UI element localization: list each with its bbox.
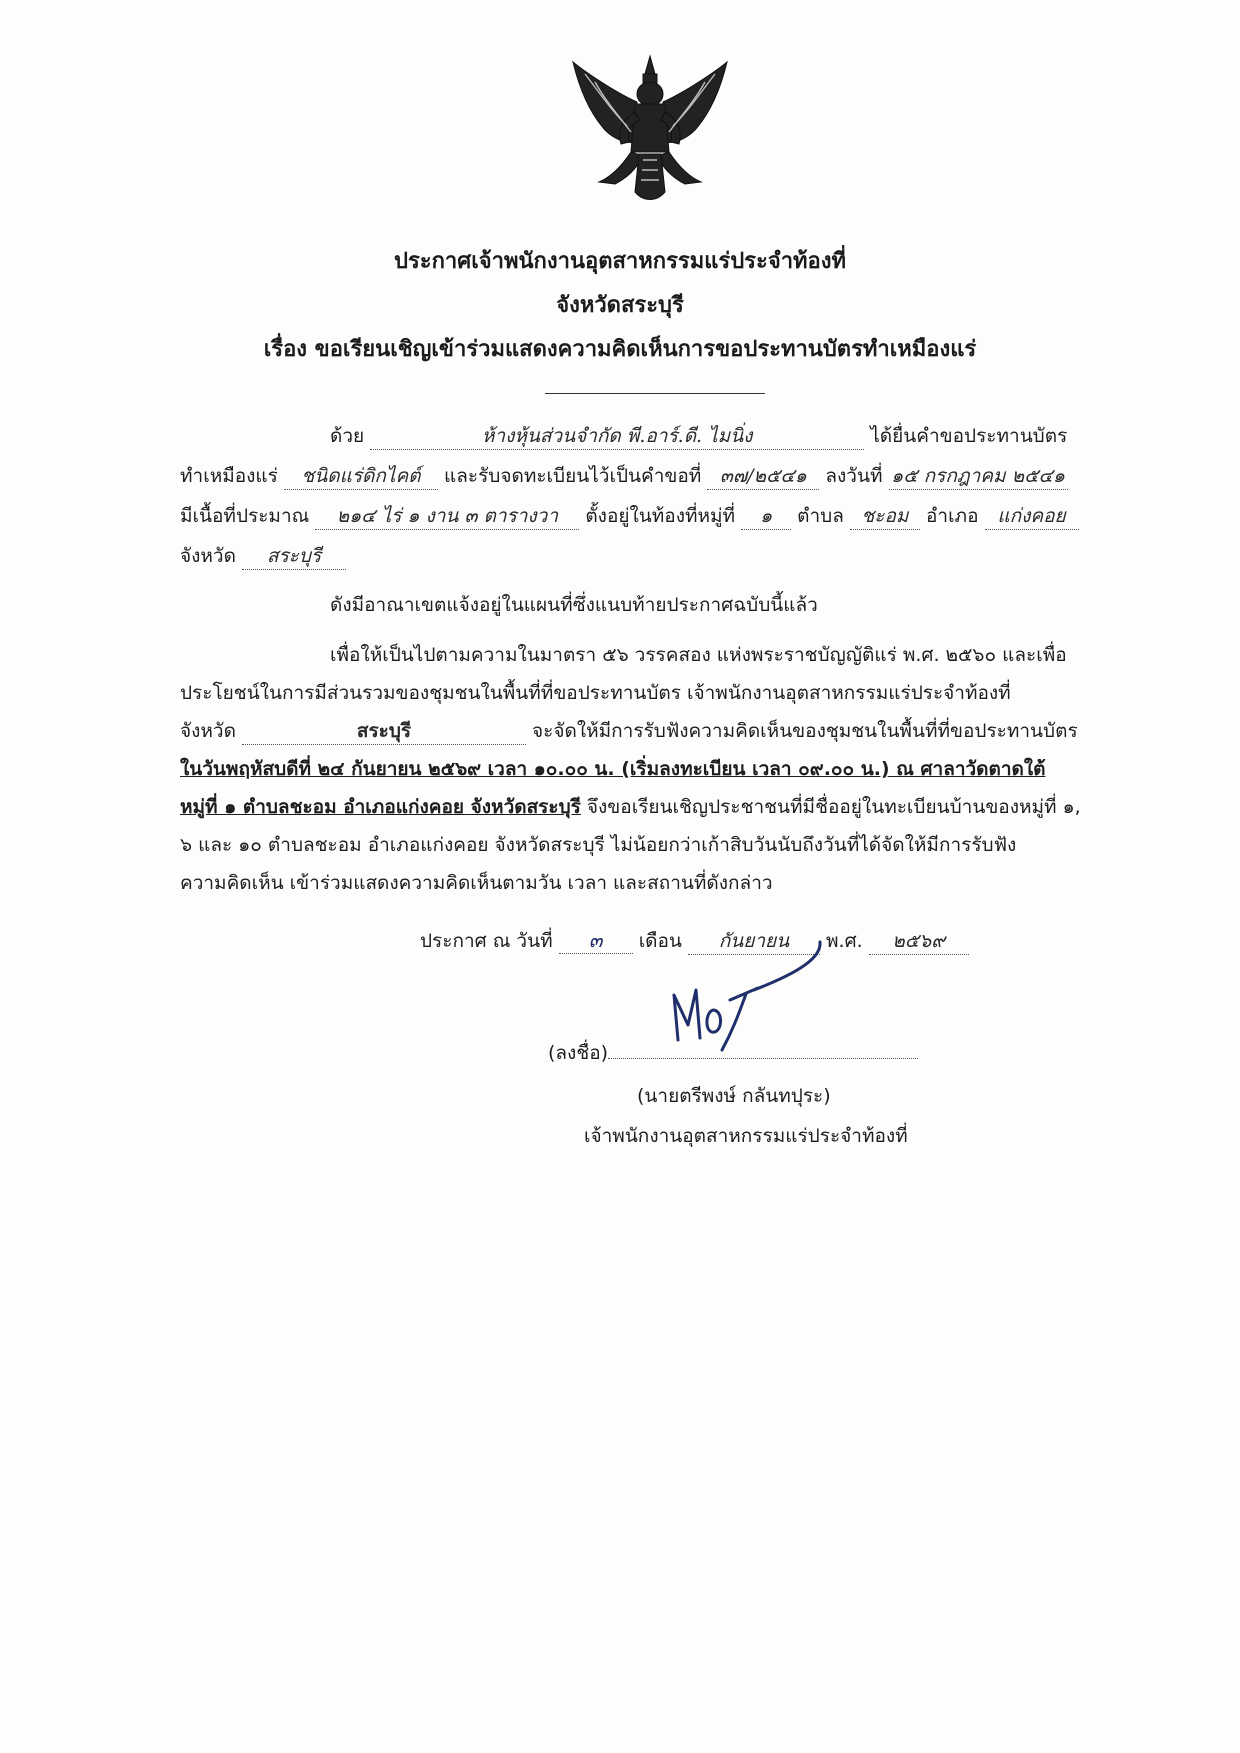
text-label: จังหวัด [180,545,236,567]
text-label: ประกาศ ณ วันที่ [420,930,553,952]
date-day: ๓ [559,927,633,954]
date-month: กันยายน [688,928,820,955]
text-label: ทำเหมืองแร่ [180,465,278,487]
fill-request-number: ๓๗/๒๕๔๑ [707,463,819,490]
text-label: ด้วย [330,425,365,447]
para2: ดังมีอาณาเขตแจ้งอยู่ในแผนที่ซึ่งแนบท้ายประกาศฉบับนี้แล้ว [330,594,818,616]
header-title: ประกาศเจ้าพนักงานอุตสาหกรรมแร่ประจำท้องที่ [393,249,847,274]
fill-district: แก่งคอย [985,503,1079,530]
text-label: ตั้งอยู่ในท้องที่หมู่ที่ [585,505,736,527]
para1-line2 [180,463,1068,490]
para3-line7: ความคิดเห็น เข้าร่วมแสดงความคิดเห็นตามวัน เวลา และสถานที่ดังกล่าว [180,872,773,894]
fill-village-number: ๑ [741,503,791,530]
para3-line6: ๖ และ ๑๐ ตำบลชะอม อำเภอแก่งคอย จังหวัดสระบุรี ไม่น้อยกว่าเก้าสิบวันนับถึงวันที่ได้จัดให้มีการรับฟัง [180,834,1017,856]
fill-applicant: ห้างหุ้นส่วนจำกัด พี.อาร์.ดี. ไมนิ่ง [370,423,864,450]
date-year: ๒๕๖๙ [869,928,969,955]
text-label: ตำบล [797,505,844,527]
para3-line2: ประโยชน์ในการมีส่วนรวมของชุมชนในพื้นที่ที่ขอประทานบัตร เจ้าพนักงานอุตสาหกรรมแร่ประจำท้องที่ [180,682,1011,704]
garuda-emblem-icon [565,52,735,206]
hearing-location: หมู่ที่ ๑ ตำบลชะอม อำเภอแก่งคอย จังหวัดสระบุรี [180,796,581,818]
para1-line1 [330,423,1067,450]
para1-line4 [180,543,346,570]
text-label: ได้ยื่นคำขอประทานบัตร [870,425,1068,447]
text-label: จังหวัด [180,720,236,742]
signer-name: (นายตรีพงษ์ กลันทปุระ) [637,1085,831,1107]
text-label: มีเนื้อที่ประมาณ [180,505,310,527]
text-label: อำเภอ [925,505,979,527]
signer-position: เจ้าพนักงานอุตสาหกรรมแร่ประจำท้องที่ [584,1125,908,1147]
fill-province-hearing: สระบุรี [242,718,526,745]
fill-province: สระบุรี [242,543,346,570]
text-label: ลงวันที่ [825,465,883,487]
signature-dotted-line [608,1058,918,1059]
para3-line3 [180,718,1078,745]
para3-hearing-datetime: ในวันพฤหัสบดีที่ ๒๔ กันยายน ๒๕๖๙ เวลา ๑๐.๐๐ น. (เริ่มลงทะเบียน เวลา ๐๙.๐๐ น.) ณ ศาลาวัดตาดใต้ [180,758,1046,780]
header-subject: เรื่อง ขอเรียนเชิญเข้าร่วมแสดงความคิดเห็นการขอประทานบัตรทำเหมืองแร่ [263,337,977,362]
para3-line5 [180,794,1081,820]
signature-label: (ลงชื่อ) [548,1042,609,1064]
handwritten-signature [660,940,840,1055]
text-label: พ.ศ. [826,930,863,952]
fill-subdistrict: ชะอม [850,503,920,530]
text-label: และรับจดทะเบียนไว้เป็นคำขอที่ [443,465,702,487]
fill-mineral-type: ชนิดแร่ดิกไคต์ [284,463,438,490]
fill-request-date: ๑๕ กรกฎาคม ๒๕๔๑ [889,463,1068,490]
text-label: จะจัดให้มีการรับฟังความคิดเห็นของชุมชนในพื้นที่ที่ขอประทานบัตร [532,720,1078,742]
para3-line1: เพื่อให้เป็นไปตามความในมาตรา ๕๖ วรรคสอง แห่งพระราชบัญญัติแร่ พ.ศ. ๒๕๖๐ และเพื่อ [330,644,1067,666]
text-label: เดือน [638,930,682,952]
fill-area: ๒๑๔ ไร่ ๑ งาน ๓ ตารางวา [315,503,579,530]
text-label: จึงขอเรียนเชิญประชาชนที่มีชื่ออยู่ในทะเบียนบ้านของหมู่ที่ ๑, [580,796,1081,818]
signature-line [548,1040,918,1066]
para1-line3 [180,503,1079,530]
header-divider [545,393,765,394]
header-province: จังหวัดสระบุรี [556,293,684,318]
